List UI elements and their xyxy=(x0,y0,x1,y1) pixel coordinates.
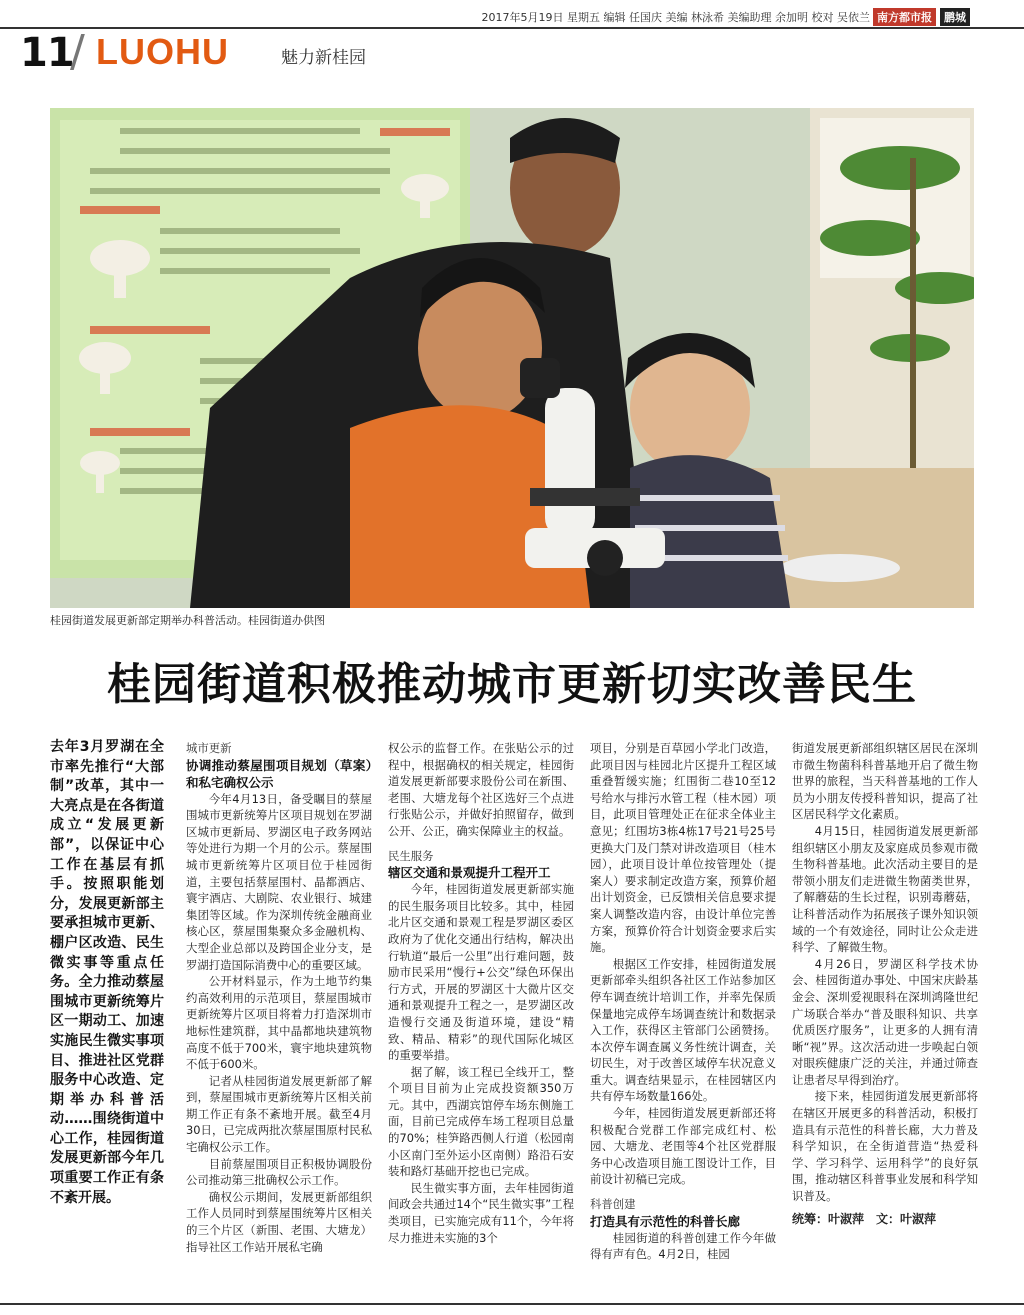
byline: 统筹：叶淑萍 文：叶淑萍 xyxy=(792,1211,937,1226)
top-rule xyxy=(0,27,1024,29)
masthead xyxy=(0,0,1024,100)
headline: 桂园街道积极推动城市更新切实改善民生 xyxy=(107,659,917,710)
lead-paragraph: 去年3月罗湖在全市率先推行“大部制”改革，其中一大亮点是在各街道成立“发展更新部”，以保证中心工作在基层有抓手。按照职能划分，发展更新部主要承担城市更新、棚户区改造、民生微实事等重点任务。全力推动蔡屋围城市更新统筹片区一期动工、加速实施民生微实事项目、推进社区党群服务中心改造、定期举办科普活动……围绕街道中心工作，桂园街道发展更新部今年几项重要工作正有条不紊开展。 xyxy=(50,739,164,1206)
bottom-rule xyxy=(0,1303,1024,1305)
subhead-caiwuwei-plan: 协调推动蔡屋围项目规划（草案）和私宅确权公示 xyxy=(186,757,372,790)
body-paragraph: 今年，桂园街道发展更新部还将积极配合党群工作部完成红村、松园、大塘龙、老围等4个社区党群服务中心改造项目施工图设计工作，目前设计初稿已完成。 xyxy=(590,1106,776,1187)
article-column-2 xyxy=(388,740,574,1246)
kicker-science: 科普创建 xyxy=(590,1197,636,1212)
photo-caption: 桂园街道发展更新部定期举办科普活动。桂园街道办供图 xyxy=(50,614,325,627)
page-number: 11 xyxy=(20,30,74,76)
body-paragraph: 桂园街道的科普创建工作今年做得有声有色。4月2日，桂园 xyxy=(590,1230,776,1262)
slash-divider: / xyxy=(70,26,85,77)
subhead-science-gallery: 打造具有示范性的科普长廊 xyxy=(590,1213,741,1229)
body-paragraph: 确权公示期间，发展更新部组织工作人员同时到蔡屋围统筹片区相关的三个片区（新围、老围、大塘龙）指导社区工作站开展私宅确 xyxy=(186,1189,372,1254)
body-paragraph: 项目，分别是百草园小学北门改造，此项目因与桂园北片区提升工程区域重叠暂缓实施；红围街二巷10至12号给水与排污水管工程（桂木园）项目，此项目管理处正在征求全体业主意见；红围坊3栋4栋17号21号25号更换大门及门禁对讲改造项目（桂木园），此项目设计单位按管理处（提案人）要求制定改造方案，预算价超出计划资金，已反馈相关信息要求提案人调整改造内容，由设计单位完善方案，预算价符合计划资金要求后实施。 xyxy=(590,741,776,955)
body-paragraph: 记者从桂园街道发展更新部了解到，蔡屋围城市更新统筹片区相关前期工作正有条不紊地开展。截至4月30日，已完成两批次蔡屋围原村民私宅确权公示工作。 xyxy=(186,1073,372,1155)
kicker-urban-renewal: 城市更新 xyxy=(186,741,232,755)
body-paragraph: 接下来，桂园街道发展更新部将在辖区开展更多的科普活动，积极打造具有示范性的科普长廊，大力普及科学知识，在全街道营造“热爱科学、学习科学、运用科学”的良好氛围，推动辖区科普事业发展和科学知识普及。 xyxy=(792,1089,978,1204)
newspaper-logos xyxy=(873,8,970,26)
body-paragraph: 公开材料显示，作为土地节约集约高效利用的示范项目，蔡屋围城市更新统筹片区项目将着力打造深圳市地标性建筑群，其中晶都地块建筑物高度不低于700米，寰宇地块建筑物不低于600米。 xyxy=(186,974,372,1072)
body-paragraph: 根据区工作安排，桂园街道发展更新部牵头组织各社区工作站参加区停车调查统计培训工作，并率先保质保量地完成停车场调查统计和数据录入工作，获得区主管部门公函赞扬。本次停车调查属义务性统计调查，关切民生，对于改善区域停车状况意义重大。调查结果显示，在桂园辖区内共有停车场数量166处。 xyxy=(590,956,776,1104)
body-paragraph: 权公示的监督工作。在张贴公示的过程中，根据确权的相关规定，桂园街道发展更新部要求股份公司在新围、老围、大塘龙每个社区选好三个点进行张贴公示，并做好拍照留存，做到公开、公正，确实保障业主的权益。 xyxy=(388,741,574,838)
body-paragraph: 目前蔡屋围项目正积极协调股份公司推动第三批确权公示工作。 xyxy=(186,1156,372,1188)
kicker-livelihood: 民生服务 xyxy=(388,848,434,863)
body-paragraph: 今年4月13日，备受瞩目的蔡屋围城市更新统筹片区项目规划在罗湖区城市更新局、罗湖区电子政务网站等处进行为期一个月的公示。蔡屋围城市更新统筹片区项目位于桂园街道，主要包括蔡屋围村、晶都酒店、寰宇酒店、大剧院、农业银行、城建集团等区域。作为深圳传统金融商业核心区，蔡屋围集聚众多金融机构、大型企业总部以及跨国企业分支，是罗湖打造国际消费中心的重要区域。 xyxy=(186,791,372,972)
section-title: 魅力新桂园 xyxy=(281,48,366,68)
body-paragraph: 街道发展更新部组织辖区居民在深圳市微生物菌科科普基地开启了微生物世界的旅程，当天科普基地的工作人员为小朋友传授科普知识，提高了社区居民科学文化素质。 xyxy=(792,741,978,822)
subhead-traffic-project: 辖区交通和景观提升工程开工 xyxy=(388,865,551,881)
district-name: LUOHU xyxy=(96,31,229,72)
supplement-logo: 鹏城 xyxy=(940,8,970,26)
article-column-1 xyxy=(186,740,372,1255)
newspaper-logo: 南方都市报 xyxy=(873,8,936,26)
body-paragraph: 4月26日，罗湖区科学技术协会、桂园街道办事处、中国宋庆龄基金会、深圳爱视眼科在深圳鸿隆世纪广场联合举办“普及眼科知识、共享优质医疗服务”，让更多的人拥有清晰“视”界。这次活动进一步唤起白领对眼疾健康广泛的关注，并通过筛查让患者尽早得到治疗。 xyxy=(792,956,978,1087)
news-photo xyxy=(50,108,974,608)
body-paragraph: 今年，桂园街道发展更新部实施的民生服务项目比较多。其中，桂园北片区交通和景观工程是罗湖区委区政府为了优化交通出行结构，解决出行轨道“最后一公里”出行难问题，鼓励市民采用“慢行+公交”绿色环保出行方式，开展的罗湖区十大微片区交通和景观提升工程之一，是罗湖区改造慢行交通及街道环境，建设“精致、精品、精彩”的现代国际化城区的重要举措。 xyxy=(388,882,574,1063)
body-paragraph: 据了解，该工程已全线开工，整个项目目前为止完成投资额350万元。其中，西湖宾馆停车场东侧施工面，目前已完成停车场工程项目总量的70%；桂笋路西侧人行道（松园南小区南门至外运小区南侧）路沿石安装和路灯基础开挖也已完成。 xyxy=(388,1064,574,1179)
body-paragraph: 民生微实事方面，去年桂园街道间政会共通过14个“民生微实事”工程类项目，已实施完成有11个，今年将尽力推进未实施的3个 xyxy=(388,1180,574,1245)
body-paragraph: 4月15日，桂园街道发展更新部组织辖区小朋友及家庭成员参观市微生物科普基地。此次活动主要目的是带领小朋友们走进微生物菌类世界，了解蘑菇的生长过程，识别毒蘑菇，让科普活动作为拓展孩子课外知识领域的一个有效途径，同时让公众走进科学、了解微生物。 xyxy=(792,823,978,955)
date-editor-line: 2017年5月19日 星期五 编辑 任国庆 美编 林泳希 美编助理 余加明 校对 吴依兰 xyxy=(481,11,870,24)
article-column-3 xyxy=(590,740,776,1263)
article-column-4 xyxy=(792,740,978,1227)
